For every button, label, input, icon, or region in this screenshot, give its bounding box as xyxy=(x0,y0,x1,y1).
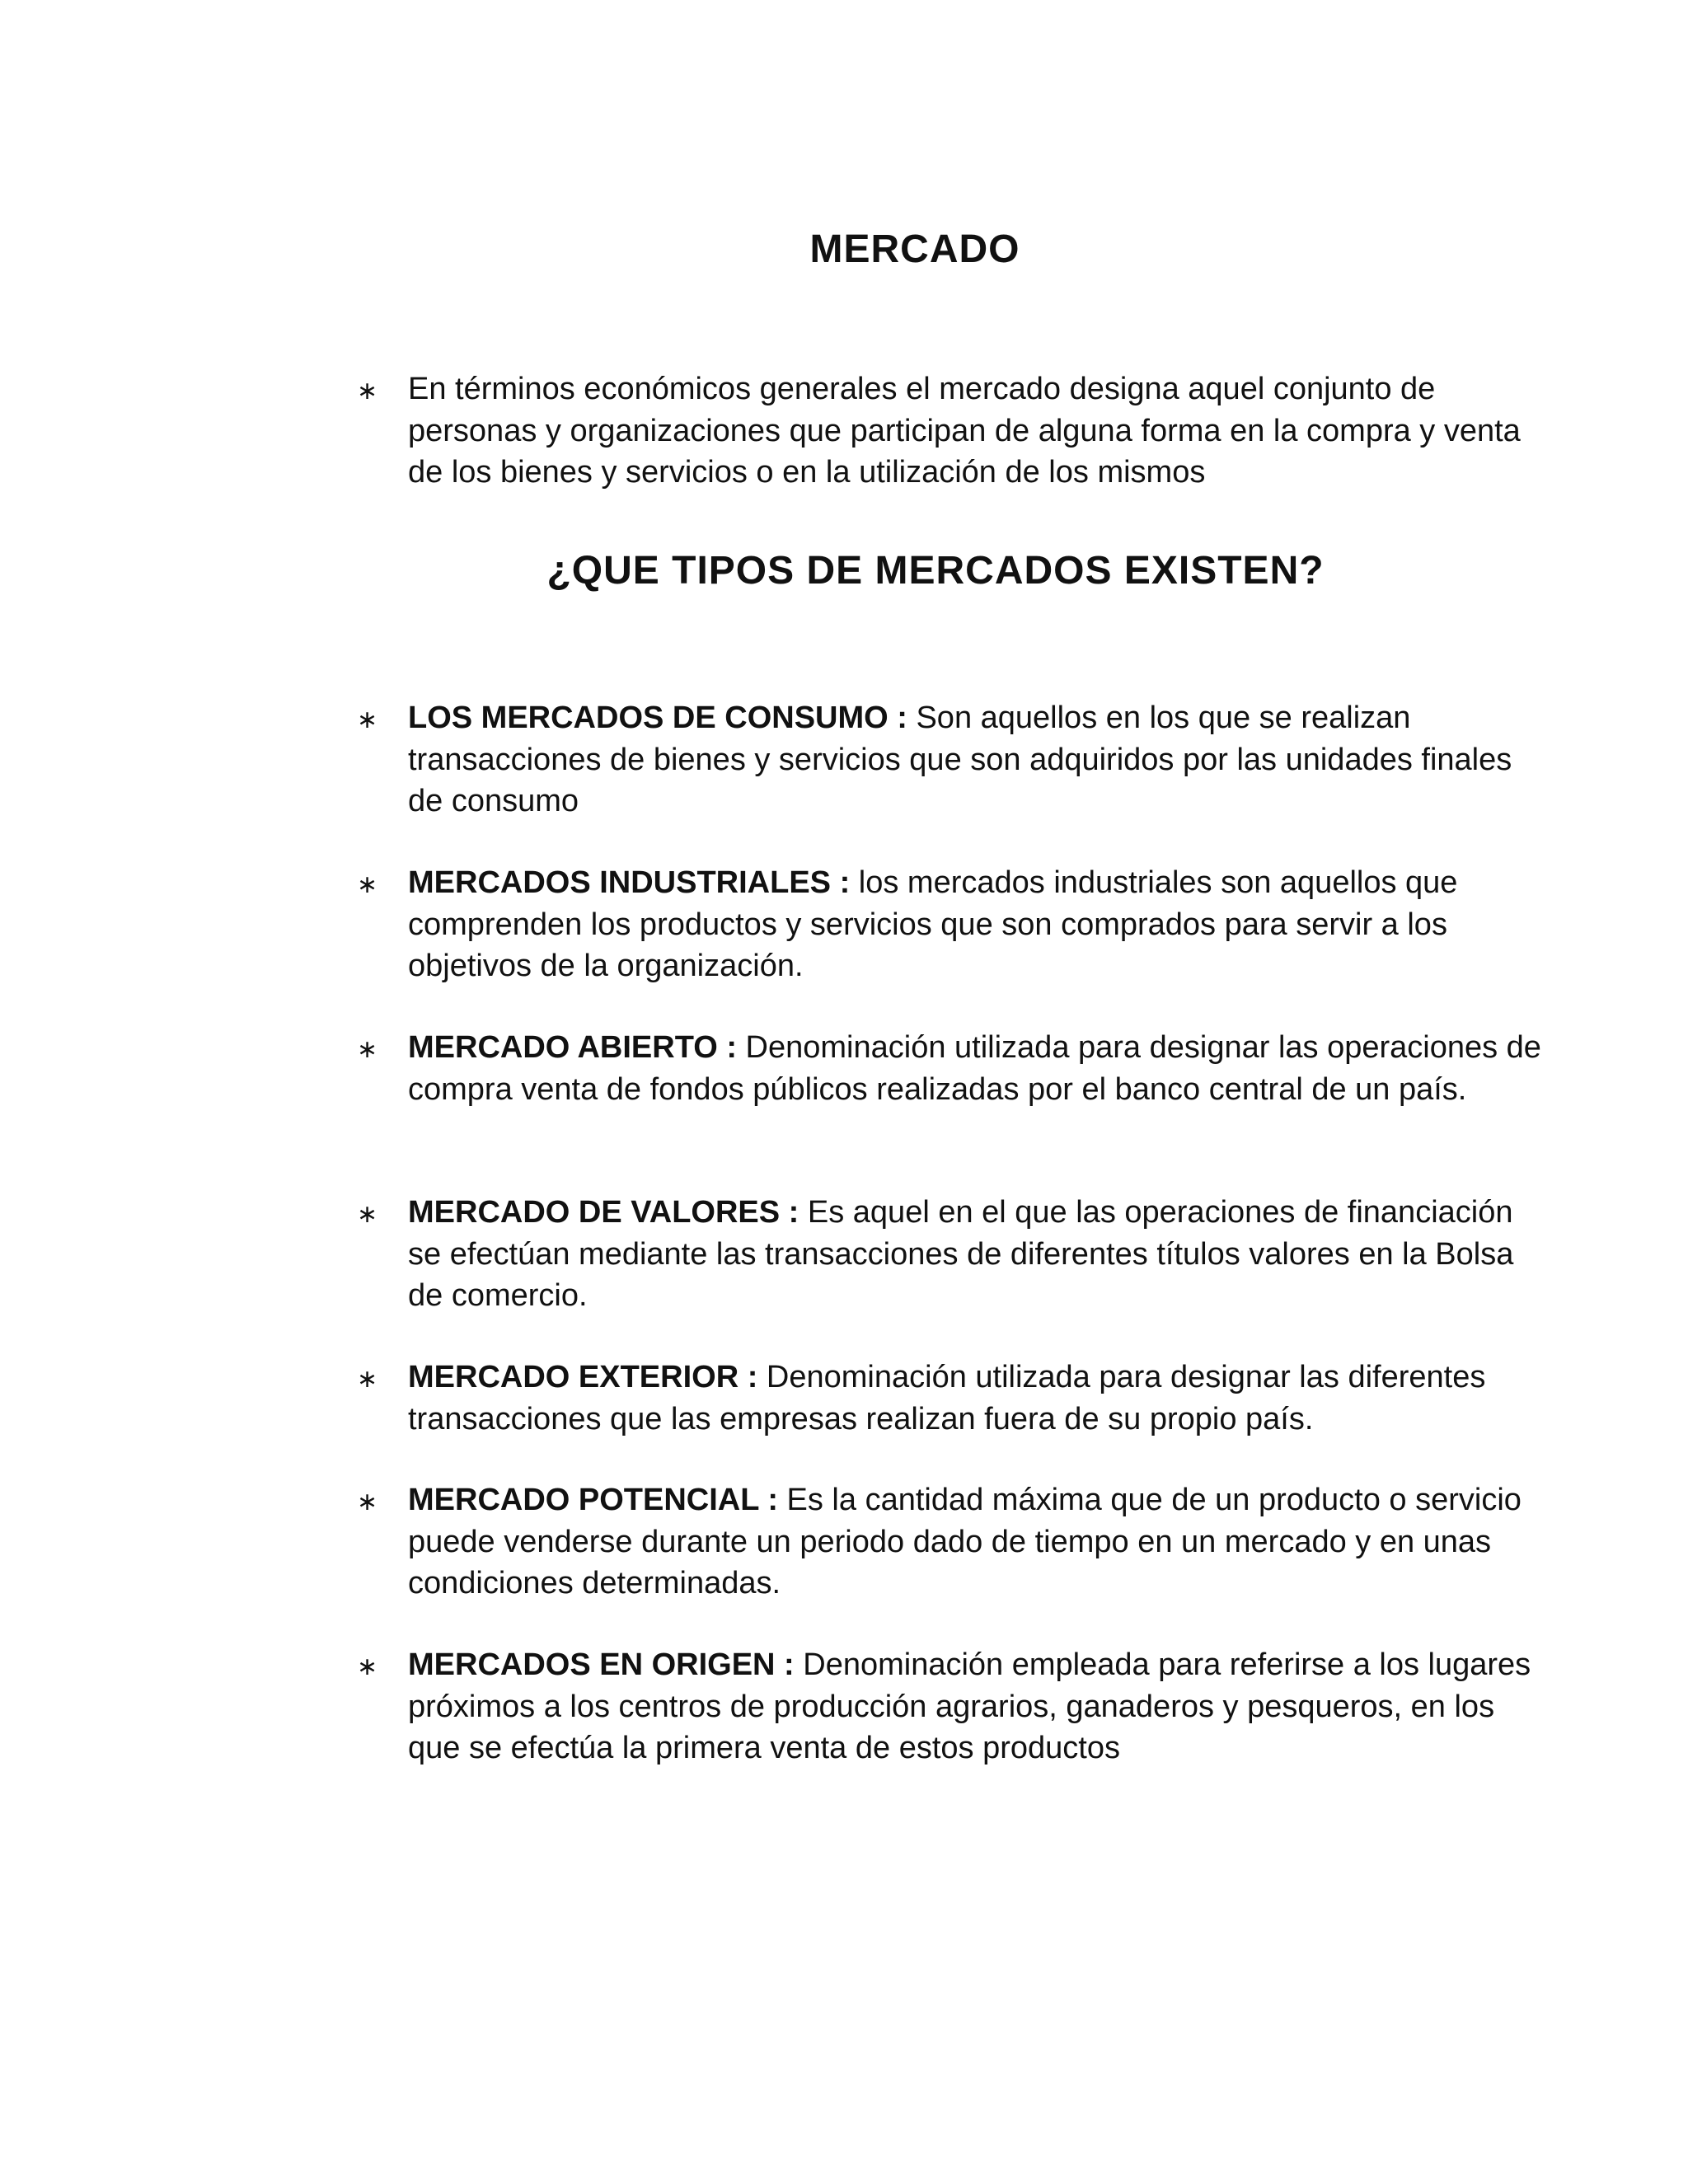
item-term: MERCADOS INDUSTRIALES : xyxy=(408,865,851,900)
section-heading: ¿QUE TIPOS DE MERCADOS EXISTEN? xyxy=(546,549,1325,593)
page-title: MERCADO xyxy=(809,227,1020,271)
item-term: MERCADO ABIERTO : xyxy=(408,1030,737,1065)
asterisk-bullet-icon: ∗ xyxy=(357,1201,378,1228)
item-definition: Es la cantidad máxima que de un producto o servicio puede venderse durante un periodo dado de tiempo en un mercado y en unas condiciones determinadas. xyxy=(408,1483,1522,1601)
intro-text: En términos económicos generales el mercado designa aquel conjunto de personas y organizaciones que participan de alguna forma en la compra y venta de los bienes y servicios o en la utilización de los mismos xyxy=(408,372,1521,490)
asterisk-bullet-icon: ∗ xyxy=(357,1653,378,1680)
asterisk-bullet-icon: ∗ xyxy=(357,871,378,898)
asterisk-bullet-icon: ∗ xyxy=(357,706,378,733)
asterisk-bullet-icon: ∗ xyxy=(357,1488,378,1516)
item-definition: Denominación empleada para referirse a los lugares próximos a los centros de producción agrarios, ganaderos y pesqueros, en los que se efectúa la primera venta de estos productos xyxy=(408,1647,1531,1765)
item-term: MERCADO EXTERIOR : xyxy=(408,1360,758,1394)
item-term: MERCADO POTENCIAL : xyxy=(408,1483,778,1517)
asterisk-bullet-icon: ∗ xyxy=(357,1366,378,1393)
item-definition: Son aquellos en los que se realizan transacciones de bienes y servicios que son adquiridos por las unidades finales de consumo xyxy=(408,701,1512,818)
item-term: LOS MERCADOS DE CONSUMO : xyxy=(408,701,907,735)
item-definition: Denominación utilizada para designar las operaciones de compra venta de fondos públicos realizadas por el banco central de un país. xyxy=(408,1030,1541,1107)
item-term: MERCADOS EN ORIGEN : xyxy=(408,1647,795,1682)
asterisk-bullet-icon: ∗ xyxy=(357,1036,378,1063)
item-term: MERCADO DE VALORES : xyxy=(408,1195,799,1230)
item-definition: Es aquel en el que las operaciones de financiación se efectúan mediante las transacciones de diferentes títulos valores en la Bolsa de comercio. xyxy=(408,1195,1514,1313)
item-definition: Denominación utilizada para designar las diferentes transacciones que las empresas realizan fuera de su propio país. xyxy=(408,1360,1486,1436)
asterisk-bullet-icon: ∗ xyxy=(357,377,378,405)
item-definition: los mercados industriales son aquellos que comprenden los productos y servicios que son comprados para servir a los objetivos de la organización. xyxy=(408,865,1458,983)
